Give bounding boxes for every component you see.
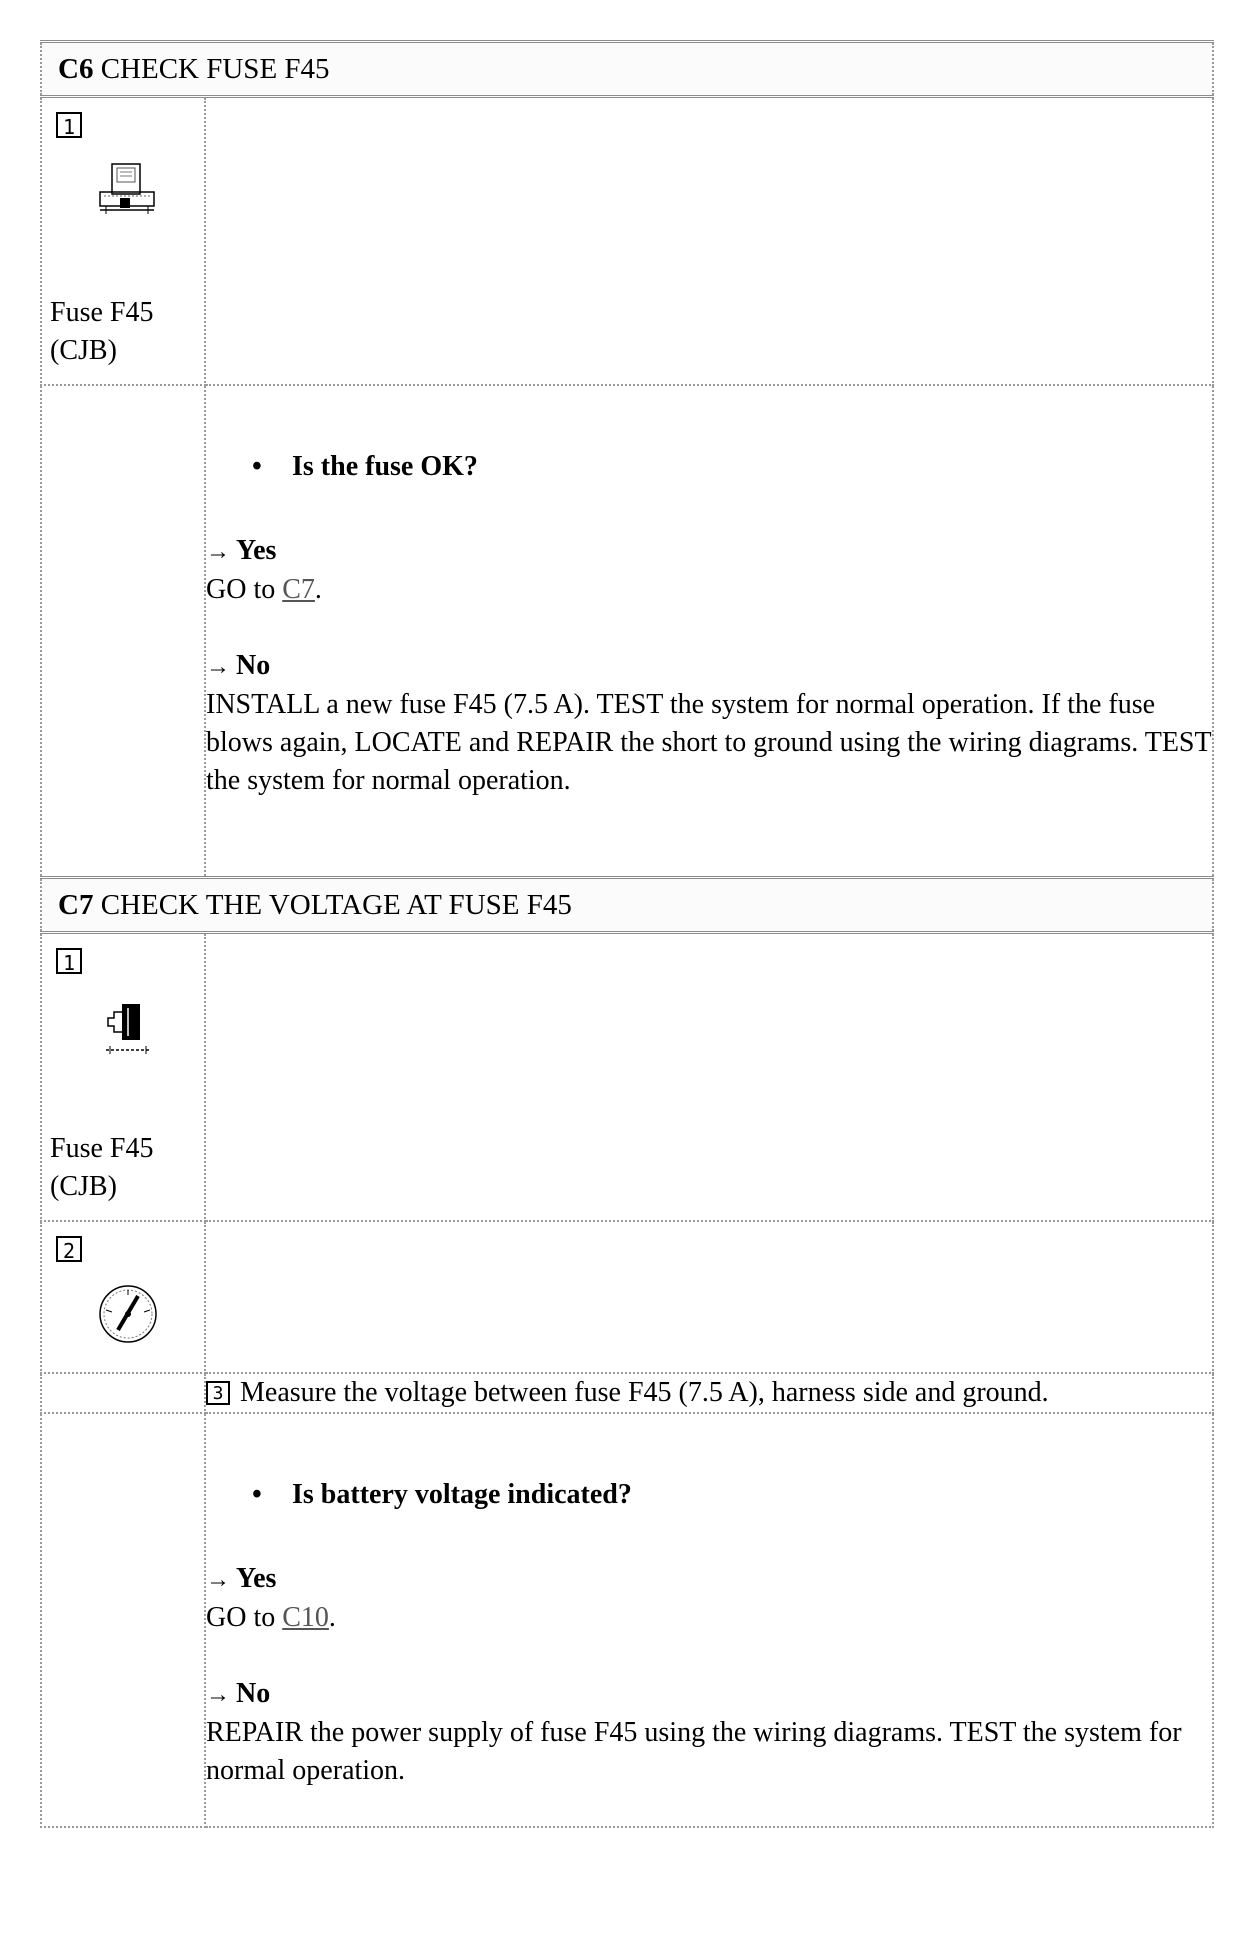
c6-step1-caption-line1: Fuse F45 <box>50 297 154 328</box>
c7-no-heading <box>206 1675 1212 1714</box>
c7-header <box>41 878 1213 933</box>
c7-step3-number: 3 <box>206 1381 230 1405</box>
c6-code: C6 <box>58 52 94 85</box>
c7-step3-text: Measure the voltage between fuse F45 (7.5 A), harness side and ground. <box>240 1377 1049 1408</box>
c6-header <box>41 42 1213 97</box>
c6-no-text: INSTALL a new fuse F45 (7.5 A). TEST the system for normal operation. If the fuse blows again, LOCATE and REPAIR the short to ground using the wiring diagrams. TEST the system for normal operation. <box>206 689 1212 796</box>
c7-question-text: Is battery voltage indicated? <box>292 1479 632 1510</box>
c6-step1-number: 1 <box>56 112 82 138</box>
c7-step1-cell <box>41 933 205 1222</box>
c6-yes-label: Yes <box>236 535 277 566</box>
c7-no-label: No <box>236 1678 271 1709</box>
c6-header-row <box>41 42 1213 97</box>
fuse-box-icon <box>92 158 164 230</box>
c7-no-text: REPAIR the power supply of fuse F45 using the wiring diagrams. TEST the system for normal operation. <box>206 1717 1182 1786</box>
c7-step1-row <box>41 933 1213 1222</box>
c6-title: CHECK FUSE F45 <box>100 52 330 85</box>
c7-step2-row <box>41 1221 1213 1373</box>
c6-no-label: No <box>236 650 271 681</box>
c6-step1-content <box>205 97 1213 386</box>
c7-yes-link[interactable]: C10 <box>282 1602 329 1633</box>
c7-title: CHECK THE VOLTAGE AT FUSE F45 <box>100 888 572 921</box>
c7-bullet: • <box>252 1479 262 1510</box>
c6-question-left <box>41 385 205 878</box>
multimeter-icon <box>92 1278 164 1350</box>
c7-yes-arrow-icon: → <box>206 1567 230 1593</box>
c7-no-arrow-icon: → <box>206 1682 230 1708</box>
c6-yes-text <box>206 571 1212 609</box>
c7-question <box>206 1476 1212 1514</box>
c7-step1-caption-line2: (CJB) <box>50 1171 117 1202</box>
c6-no-arrow-icon: → <box>206 654 230 680</box>
c7-step1-number: 1 <box>56 948 82 974</box>
c7-yes-label: Yes <box>236 1563 277 1594</box>
c7-question-row <box>41 1413 1213 1827</box>
c6-step1-caption-line2: (CJB) <box>50 335 117 366</box>
c6-question-cell <box>205 385 1213 878</box>
c6-question-row <box>41 385 1213 878</box>
c7-step3-left <box>41 1373 205 1413</box>
c7-yes-goto: GO to <box>206 1602 276 1633</box>
c7-step1-content <box>205 933 1213 1222</box>
c6-step1-cell <box>41 97 205 386</box>
c7-step3-row <box>41 1373 1213 1413</box>
c7-step2-number: 2 <box>56 1236 82 1262</box>
c6-yes-arrow-icon: → <box>206 539 230 565</box>
c7-code: C7 <box>58 888 94 921</box>
c7-header-row <box>41 878 1213 933</box>
c7-question-cell <box>205 1413 1213 1827</box>
c7-step2-cell <box>41 1221 205 1373</box>
c6-yes-goto: GO to <box>206 574 276 605</box>
c6-yes-end: . <box>314 574 322 605</box>
c6-step1-row <box>41 97 1213 386</box>
c7-step2-content <box>205 1221 1213 1373</box>
c6-question <box>206 448 1212 486</box>
c6-bullet: • <box>252 451 262 482</box>
c6-no-heading <box>206 647 1212 686</box>
fuse-connector-icon <box>92 998 164 1070</box>
c7-yes-end: . <box>328 1602 336 1633</box>
c7-yes-heading <box>206 1560 1212 1599</box>
c7-yes-text <box>206 1599 1212 1637</box>
c7-step1-caption-line1: Fuse F45 <box>50 1133 154 1164</box>
c6-yes-heading <box>206 532 1212 571</box>
c7-step3-cell <box>205 1373 1213 1413</box>
c6-question-text: Is the fuse OK? <box>292 451 478 482</box>
diagnostic-procedure-table <box>40 40 1214 1828</box>
c6-yes-link[interactable]: C7 <box>282 574 315 605</box>
c7-question-left <box>41 1413 205 1827</box>
